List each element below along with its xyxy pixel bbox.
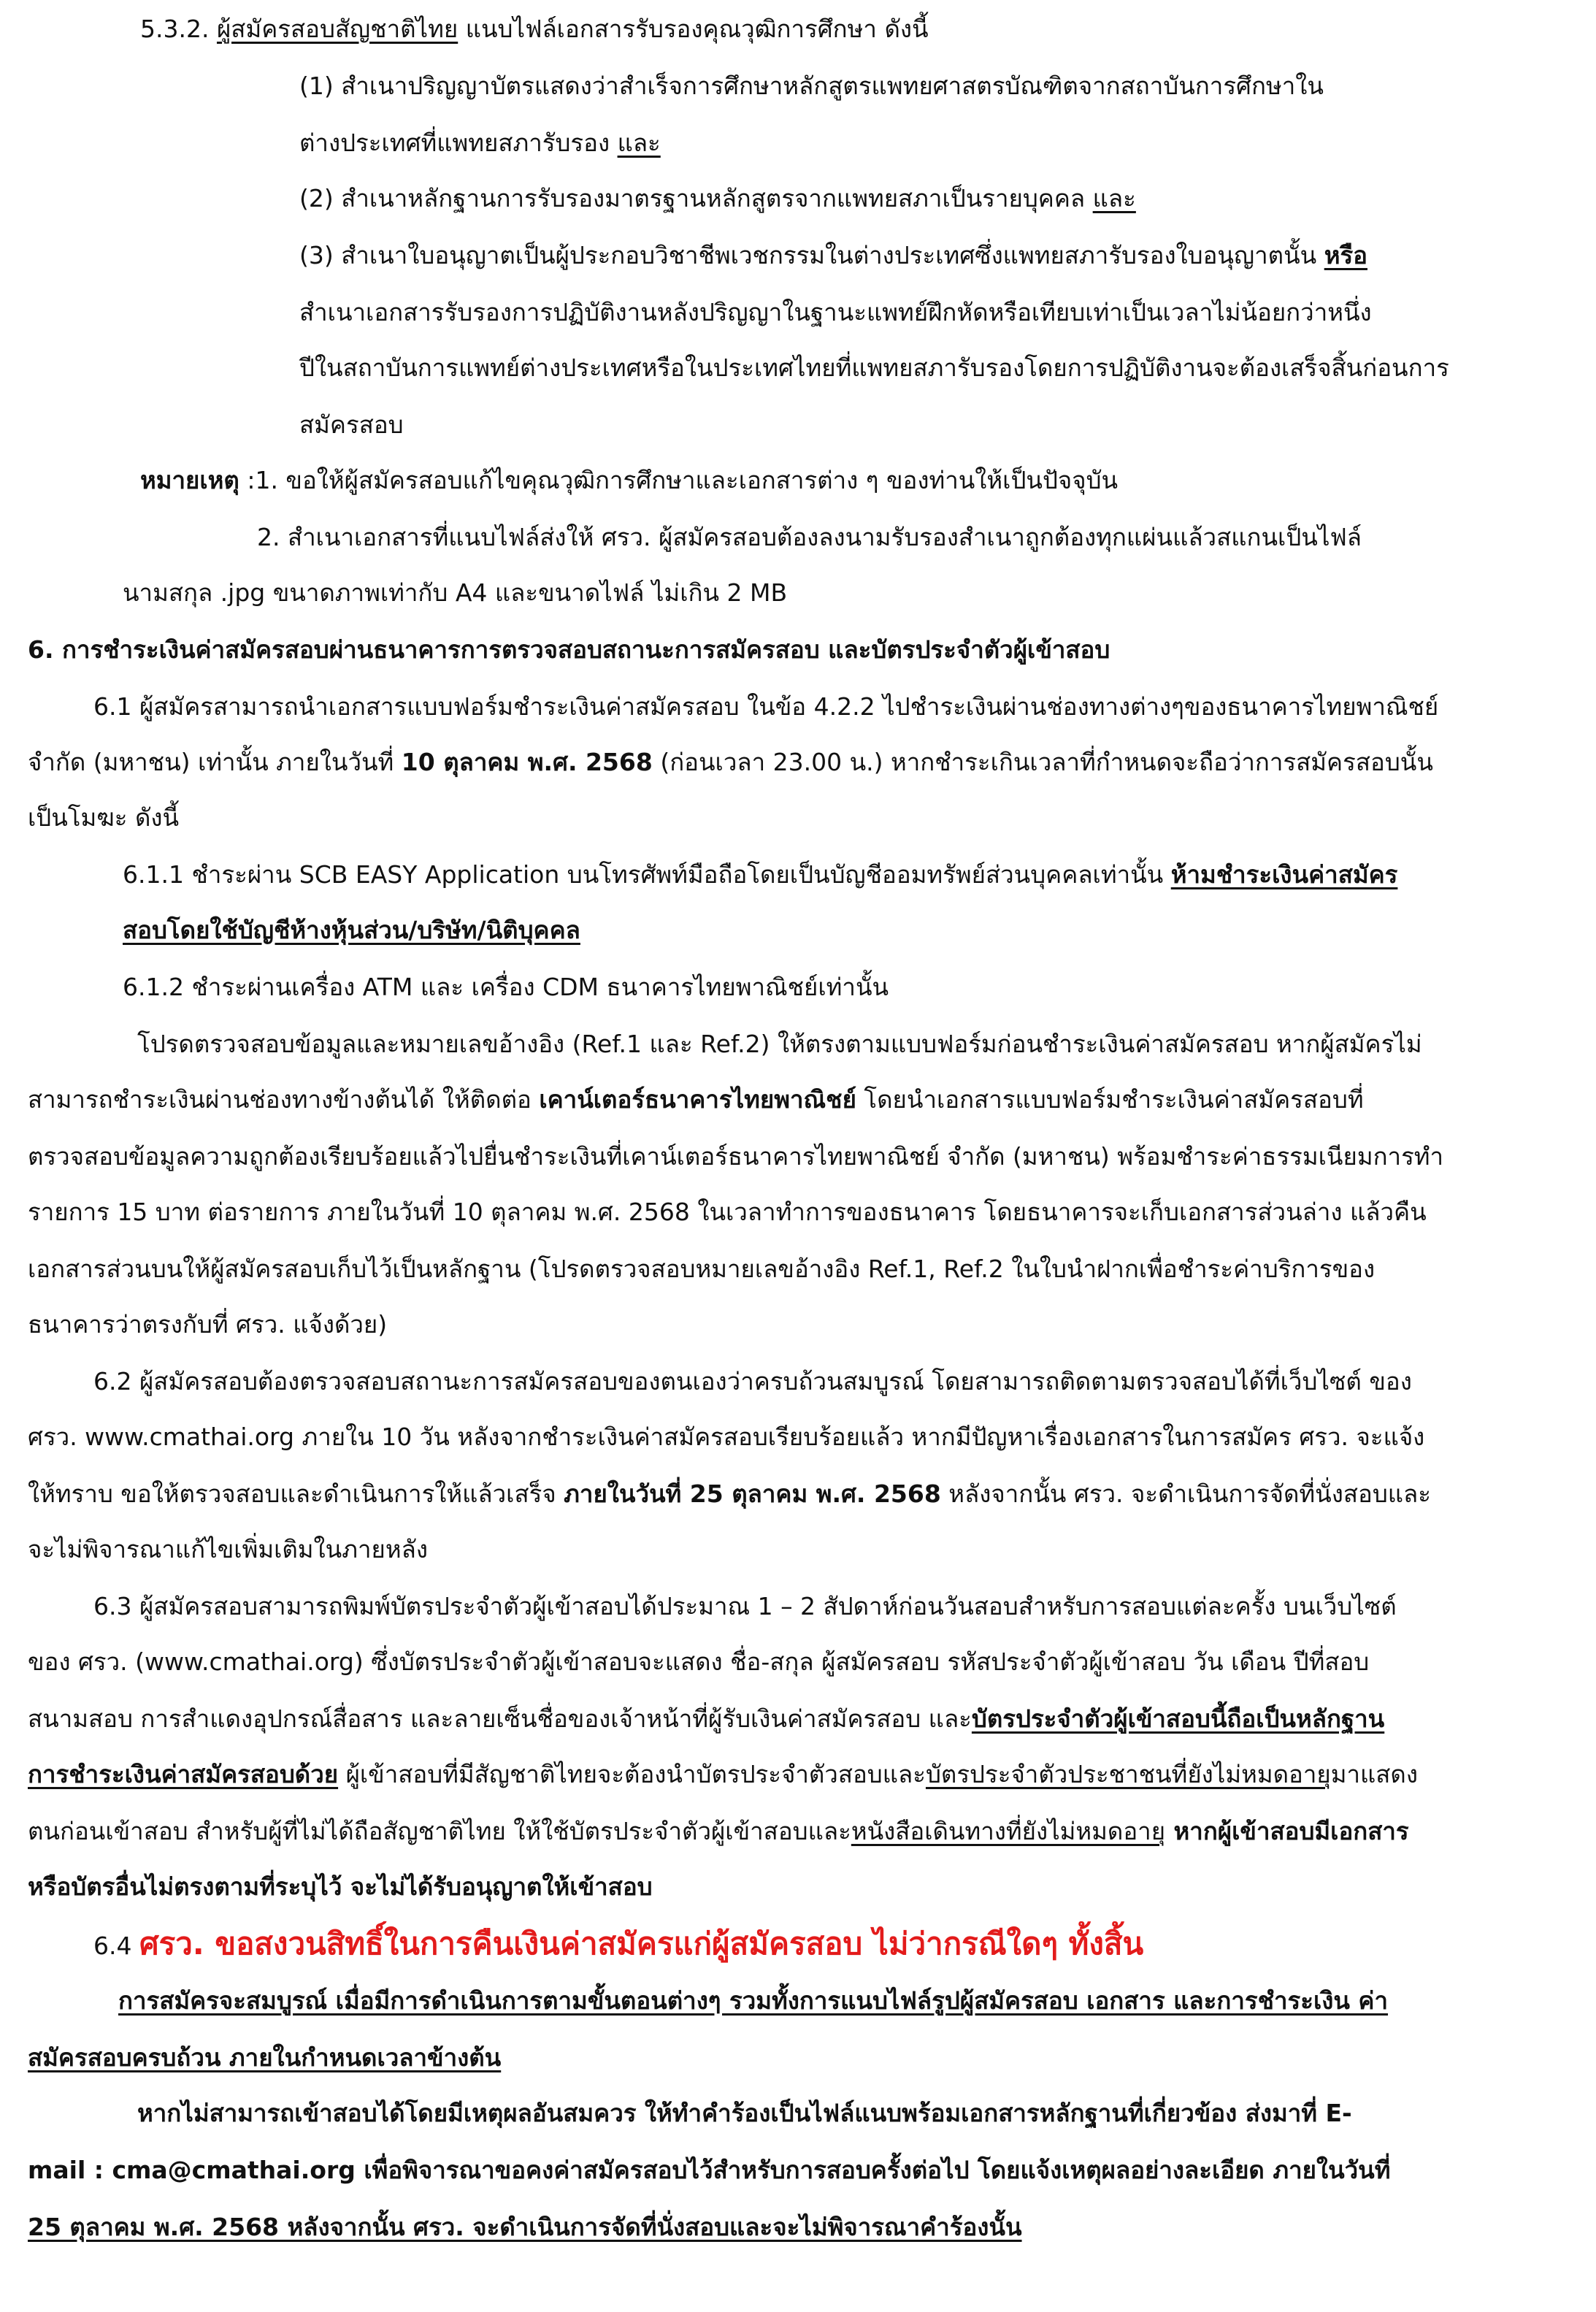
p63-passport: หนังสือเดินทางที่ยังไม่หมดอายุ bbox=[851, 1817, 1166, 1845]
p63-proof: บัตรประจำตัวผู้เข้าสอบนี้ถือเป็นหลักฐาน bbox=[971, 1704, 1385, 1733]
p63-line-3 bbox=[28, 1703, 1384, 1735]
complete-line-2: สมัครสอบครบถ้วน ภายในกำหนดเวลาข้างต้น bbox=[28, 2043, 502, 2072]
p63-id-card: บัตรประจำตัวประชาชนที่ยังไม่หมดอายุ bbox=[925, 1760, 1331, 1788]
p63-line-6: หรือบัตรอื่นไม่ตรงตามที่ระบุไว้ จะไม่ได้รับอนุญาตให้เข้าสอบ bbox=[28, 1872, 653, 1901]
ref-line-3: ตรวจสอบข้อมูลความถูกต้องเรียบร้อยแล้วไปยื่นชำระเงินที่เคาน์เตอร์ธนาคารไทยพาณิชย์ จำกัด (มหาชน) พร้อมชำระค่าธรรมเนียมการทำ bbox=[28, 1142, 1444, 1171]
p63-text-4: ตนก่อนเข้าสอบ สำหรับผู้ที่ไม่ได้ถือสัญชาติไทย ให้ใช้บัตรประจำตัวผู้เข้าสอบและ bbox=[28, 1817, 851, 1845]
p62-line-2: ศรว. www.cmathai.org ภายใน 10 วัน หลังจากชำระเงินค่าสมัครสอบเรียบร้อยแล้ว หากมีปัญหาเรื่องเอกสารในการสมัคร ศรว. จะแจ้ง bbox=[28, 1423, 1425, 1451]
section-head-rest: แนบไฟล์เอกสารรับรองคุณวุฒิการศึกษา ดังนี้ bbox=[458, 15, 929, 43]
section-6-heading: 6. การชำระเงินค่าสมัครสอบผ่านธนาคารการตรวจสอบสถานะการสมัครสอบ และบัตรประจำตัวผู้เข้าสอบ bbox=[28, 635, 1110, 664]
item-3-line-1 bbox=[299, 240, 1367, 272]
p63-line-1: 6.3 ผู้สมัครสอบสามารถพิมพ์บัตรประจำตัวผู้เข้าสอบได้ประมาณ 1 – 2 สัปดาห์ก่อนวันสอบสำหรับการสอบแต่ละครั้ง บนเว็บไซต์ bbox=[93, 1592, 1397, 1620]
item-3-line-3: ปีในสถาบันการแพทย์ต่างประเทศหรือในประเทศไทยที่แพทยสภารับรองโดยการปฏิบัติงานจะต้องเสร็จสิ้นก่อนการ bbox=[299, 353, 1449, 382]
note-1: :1. ขอให้ผู้สมัครสอบแก้ไขคุณวุฒิการศึกษาและเอกสารต่าง ๆ ของท่านให้เป็นปัจจุบัน bbox=[239, 466, 1119, 494]
p64-number: 6.4 bbox=[93, 1932, 139, 1960]
ref-line-1: โปรดตรวจสอบข้อมูลและหมายเลขอ้างอิง (Ref.1 และ Ref.2) ให้ตรงตามแบบฟอร์มก่อนชำระเงินค่าสมัครสอบ หากผู้สมัครไม่ bbox=[137, 1030, 1422, 1058]
email-line-3: 25 ตุลาคม พ.ศ. 2568 หลังจากนั้น ศรว. จะดำเนินการจัดที่นั่งสอบและจะไม่พิจารณาคำร้องนั้น bbox=[28, 2213, 1022, 2241]
item-3-text: (3) สำเนาใบอนุญาตเป็นผู้ประกอบวิชาชีพเวชกรรมในต่างประเทศซึ่งแพทยสภารับรองใบอนุญาตนั้น bbox=[299, 241, 1324, 269]
p611-text: 6.1.1 ชำระผ่าน SCB EASY Application บนโทรศัพท์มือถือโดยเป็นบัญชีออมทรัพย์ส่วนบุคคลเท่านั้น bbox=[123, 860, 1171, 889]
item-3-line-2: สำเนาเอกสารรับรองการปฏิบัติงานหลังปริญญาในฐานะแพทย์ฝึกหัดหรือเทียบเท่าเป็นเวลาไม่น้อยกว่าหนึ่ง bbox=[299, 298, 1372, 326]
p611-line-1 bbox=[123, 859, 1397, 891]
ref-line-2 bbox=[28, 1084, 1364, 1116]
note-line-1 bbox=[140, 464, 1118, 497]
ref-line-4: รายการ 15 บาท ต่อรายการ ภายในวันที่ 10 ตุลาคม พ.ศ. 2568 ในเวลาทำการของธนาคาร โดยธนาคารจะเก็บเอกสารส่วนล่าง แล้วคืน bbox=[28, 1198, 1427, 1226]
p63-line-4 bbox=[28, 1758, 1418, 1791]
item-2-text: (2) สำเนาหลักฐานการรับรองมาตรฐานหลักสูตรจากแพทยสภาเป็นรายบุคคล bbox=[299, 184, 1093, 213]
p62-line-1: 6.2 ผู้สมัครสอบต้องตรวจสอบสถานะการสมัครสอบของตนเองว่าครบถ้วนสมบูรณ์ โดยสามารถติดตามตรวจสอบได้ที่เว็บไซต์ ของ bbox=[93, 1367, 1412, 1396]
p64-refund-notice: ศรว. ขอสงวนสิทธิ์ในการคืนเงินค่าสมัครแก่ผู้สมัครสอบ ไม่ว่ากรณีใดๆ ทั้งสิ้น bbox=[139, 1926, 1144, 1961]
p63-proof-2: การชำระเงินค่าสมัครสอบด้วย bbox=[28, 1760, 339, 1788]
item-1-line-2 bbox=[299, 127, 661, 159]
ref-counter: เคาน์เตอร์ธนาคารไทยพาณิชย์ bbox=[539, 1085, 856, 1114]
section-head: ผู้สมัครสอบสัญชาติไทย bbox=[216, 15, 459, 43]
item-1-line-1: (1) สำเนาปริญญาบัตรแสดงว่าสำเร็จการศึกษาหลักสูตรแพทยศาสตรบัณฑิตจากสถาบันการศึกษาใน bbox=[299, 72, 1324, 100]
note-label: หมายเหตุ bbox=[140, 466, 239, 494]
item-3-line-4: สมัครสอบ bbox=[299, 410, 404, 439]
p62-line-4: จะไม่พิจารณาแก้ไขเพิ่มเติมในภายหลัง bbox=[28, 1535, 428, 1563]
p62-deadline: ภายในวันที่ 25 ตุลาคม พ.ศ. 2568 bbox=[564, 1480, 941, 1508]
email-line-1: หากไม่สามารถเข้าสอบได้โดยมีเหตุผลอันสมควร ให้ทำคำร้องเป็นไฟล์แนบพร้อมเอกสารหลักฐานที่เกี่ยวข้อง ส่งมาที่ E- bbox=[137, 2099, 1352, 2127]
p62-text: ให้ทราบ ขอให้ตรวจสอบและดำเนินการให้แล้วเสร็จ bbox=[28, 1480, 564, 1508]
section-number: 5.3.2. bbox=[140, 15, 210, 43]
item-2 bbox=[299, 183, 1136, 215]
p63-text-2: ผู้เข้าสอบที่มีสัญชาติไทยจะต้องนำบัตรประจำตัวสอบและ bbox=[338, 1760, 926, 1788]
p63-text: สนามสอบ การสำแดงอุปกรณ์สื่อสาร และลายเซ็นชื่อของเจ้าหน้าที่ผู้รับเงินค่าสมัครสอบ และ bbox=[28, 1704, 972, 1733]
p612: 6.1.2 ชำระผ่านเครื่อง ATM และ เครื่อง CDM ธนาคารไทยพาณิชย์เท่านั้น bbox=[123, 973, 889, 1001]
complete-line-1: การสมัครจะสมบูรณ์ เมื่อมีการดำเนินการตามขั้นตอนต่างๆ รวมทั้งการแนบไฟล์รูปผู้สมัครสอบ เอกสาร และการชำระเงิน ค่า bbox=[118, 1986, 1389, 2015]
p63-line-2: ของ ศรว. (www.cmathai.org) ซึ่งบัตรประจำตัวผู้เข้าสอบจะแสดง ชื่อ-สกุล ผู้สมัครสอบ รหัสประจำตัวผู้เข้าสอบ วัน เดือน ปีที่สอบ bbox=[28, 1647, 1370, 1676]
p62-text-2: หลังจากนั้น ศรว. จะดำเนินการจัดที่นั่งสอบและ bbox=[940, 1480, 1431, 1508]
note-line-2: 2. สำเนาเอกสารที่แนบไฟล์ส่งให้ ศรว. ผู้สมัครสอบต้องลงนามรับรองสำเนาถูกต้องทุกแผ่นแล้วสแกนเป็นไฟล์ bbox=[257, 523, 1362, 551]
p63-line-5 bbox=[28, 1815, 1409, 1848]
p61-text: จำกัด (มหาชน) เท่านั้น ภายในวันที่ bbox=[28, 748, 402, 776]
section-5-3-2-heading bbox=[140, 13, 929, 45]
item-1-and: และ bbox=[617, 129, 661, 157]
p61-line-2 bbox=[28, 746, 1433, 778]
item-1-text: ต่างประเทศที่แพทยสภารับรอง bbox=[299, 129, 618, 157]
ref-text: สามารถชำระเงินผ่านช่องทางข้างต้นได้ ให้ติดต่อ bbox=[28, 1085, 540, 1114]
p63-text-3: มาแสดง bbox=[1330, 1760, 1418, 1788]
item-2-and: และ bbox=[1092, 184, 1136, 213]
p61-text-2: (ก่อนเวลา 23.00 น.) หากชำระเกินเวลาที่กำหนดจะถือว่าการสมัครสอบนั้น bbox=[652, 748, 1433, 776]
ref-line-5: เอกสารส่วนบนให้ผู้สมัครสอบเก็บไว้เป็นหลักฐาน (โปรดตรวจสอบหมายเลขอ้างอิง Ref.1, Ref.2 ในใบนำฝากเพื่อชำระค่าบริการของ bbox=[28, 1255, 1376, 1283]
ref-line-6: ธนาคารว่าตรงกับที่ ศรว. แจ้งด้วย) bbox=[28, 1310, 388, 1339]
p61-line-3: เป็นโมฆะ ดังนี้ bbox=[28, 803, 180, 832]
note-line-3: นามสกุล .jpg ขนาดภาพเท่ากับ A4 และขนาดไฟล์ ไม่เกิน 2 MB bbox=[123, 578, 788, 607]
p64 bbox=[93, 1928, 1143, 1962]
email-line-2: mail : cma@cmathai.org เพื่อพิจารณาขอคงค่าสมัครสอบไว้สำหรับการสอบครั้งต่อไป โดยแจ้งเหตุผลอย่างละเอียด ภายในวันที่ bbox=[28, 2156, 1391, 2184]
p61-deadline: 10 ตุลาคม พ.ศ. 2568 bbox=[401, 748, 653, 776]
item-3-or: หรือ bbox=[1324, 241, 1367, 269]
p61-line-1: 6.1 ผู้สมัครสามารถนำเอกสารแบบฟอร์มชำระเงินค่าสมัครสอบ ในข้อ 4.2.2 ไปชำระเงินผ่านช่องทางต่างๆของธนาคารไทยพาณิชย์ bbox=[93, 692, 1439, 721]
p63-text-5: หากผู้เข้าสอบมีเอกสาร bbox=[1165, 1817, 1409, 1845]
p62-line-3 bbox=[28, 1478, 1431, 1510]
p611-line-2: สอบโดยใช้บัญชีห้างหุ้นส่วน/บริษัท/นิติบุคคล bbox=[123, 916, 580, 944]
ref-text-2: โดยนำเอกสารแบบฟอร์มชำระเงินค่าสมัครสอบที่ bbox=[856, 1085, 1364, 1114]
p611-warning: ห้ามชำระเงินค่าสมัคร bbox=[1170, 860, 1398, 889]
